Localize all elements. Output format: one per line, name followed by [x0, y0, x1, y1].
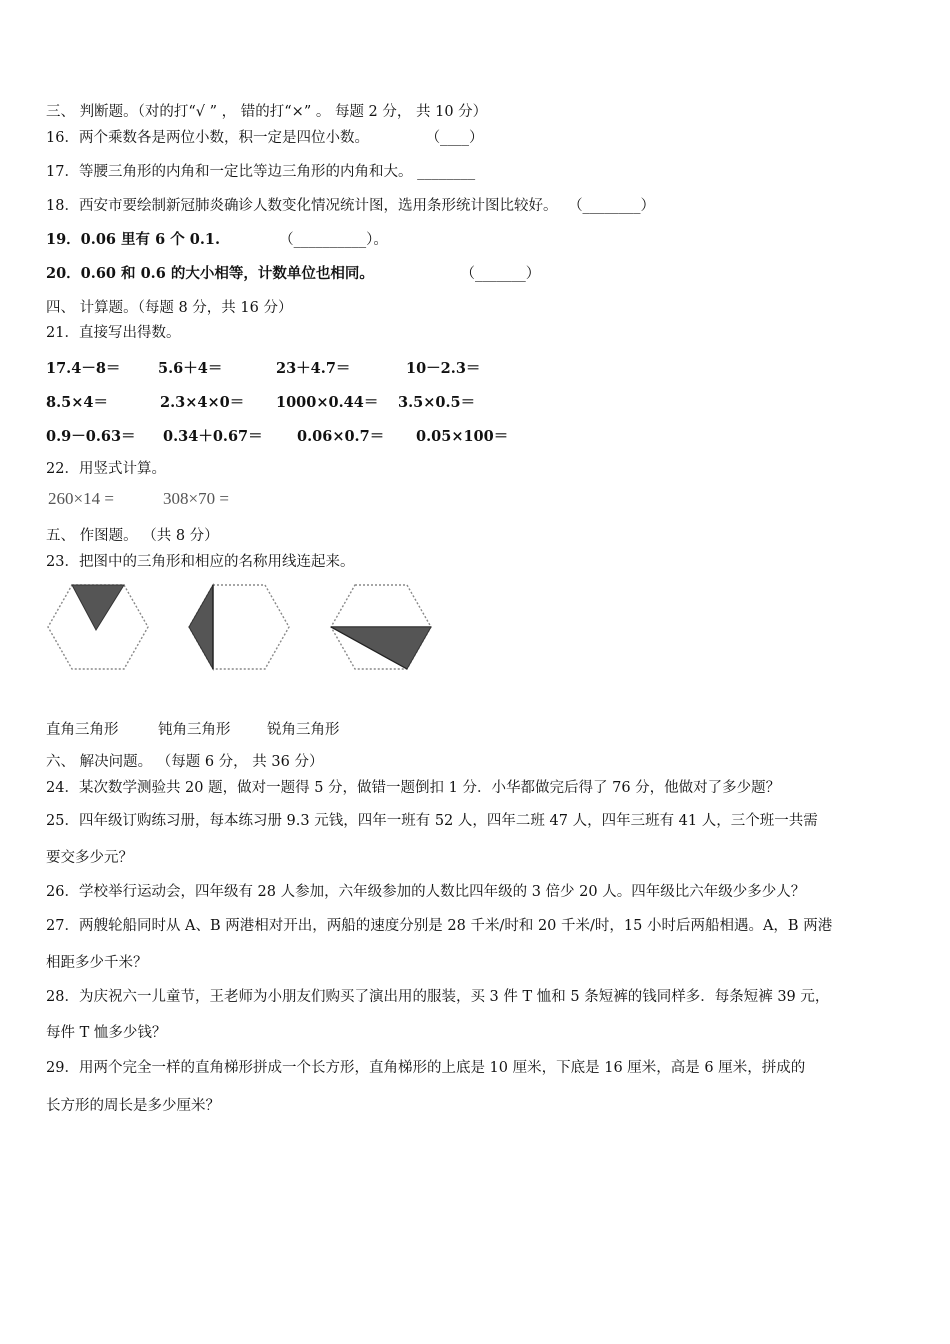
- vertical-calc-item: 308×70 =: [163, 489, 229, 508]
- question-22-title: 22．用竖式计算。: [46, 461, 166, 477]
- calc-item: 17.4－8＝: [46, 360, 121, 377]
- question-20-blank[interactable]: （_______）: [460, 266, 541, 282]
- question-19: [46, 230, 388, 250]
- calc-item: 0.9－0.63＝: [46, 428, 136, 445]
- calc-item: 23＋4.7＝: [276, 360, 351, 377]
- question-18-blank[interactable]: （________）: [568, 198, 656, 214]
- hexagon-figure-1: [46, 582, 150, 672]
- calc-item: 0.06×0.7＝: [297, 428, 385, 445]
- hexagon-figure-2: [187, 582, 291, 672]
- calc-item: 2.3×4×0＝: [160, 394, 245, 411]
- question-18-text: 18．西安市要绘制新冠肺炎确诊人数变化情况统计图，选用条形统计图比较好。: [46, 198, 558, 214]
- label-obtuse-triangle[interactable]: 钝角三角形: [158, 722, 231, 738]
- question-29: 29．用两个完全一样的直角梯形拼成一个长方形，直角梯形的上底是 10 厘米，下底是 16 厘米，高是 6 厘米，拼成的: [46, 1060, 806, 1076]
- section5-heading: 五、 作图题。 （共 8 分）: [46, 528, 219, 544]
- section6-heading: 六、 解决问题。 （每题 6 分， 共 36 分）: [46, 754, 324, 770]
- label-right-triangle[interactable]: 直角三角形: [46, 722, 119, 738]
- question-17: [46, 162, 475, 182]
- question-21-title: 21．直接写出得数。: [46, 325, 181, 341]
- question-29-cont: 长方形的周长是多少厘米？: [46, 1098, 220, 1114]
- calc-item: 3.5×0.5＝: [398, 394, 476, 411]
- hexagon-figure-3: [329, 582, 433, 672]
- question-27-cont: 相距多少千米？: [46, 955, 148, 971]
- calc-item: 0.05×100＝: [416, 428, 509, 445]
- question-20: [46, 264, 540, 284]
- question-24: 24．某次数学测验共 20 题，做对一题得 5 分，做错一题倒扣 1 分．小华都做完后得了 76 分，他做对了多少题？: [46, 780, 781, 796]
- shaded-triangle: [72, 585, 124, 630]
- shaded-triangle: [189, 585, 213, 669]
- section3-heading: 三、 判断题。（对的打“√ ” ， 错的打“×” 。 每题 2 分， 共 10 分）: [46, 104, 488, 120]
- question-25-cont: 要交多少元？: [46, 850, 133, 866]
- section4-heading: 四、 计算题。（每题 8 分，共 16 分）: [46, 300, 293, 316]
- question-27: 27．两艘轮船同时从 A、B 两港相对开出，两船的速度分别是 28 千米/时和 20 千米/时，15 小时后两船相遇。A，B 两港: [46, 918, 833, 934]
- label-acute-triangle[interactable]: 锐角三角形: [267, 722, 340, 738]
- question-20-text: 20．0.60 和 0.6 的大小相等，计数单位也相同。: [46, 265, 374, 282]
- question-25: 25．四年级订购练习册，每本练习册 9.3 元钱，四年一班有 52 人，四年二班 47 人，四年三班有 41 人，三个班一共需: [46, 813, 818, 829]
- question-16: [46, 128, 484, 148]
- question-26: 26．学校举行运动会，四年级有 28 人参加，六年级参加的人数比四年级的 3 倍少 20 人。四年级比六年级少多少人？: [46, 884, 806, 900]
- calc-item: 0.34＋0.67＝: [163, 428, 263, 445]
- calc-item: 5.6＋4＝: [158, 360, 223, 377]
- vertical-calc-item: 260×14 =: [48, 489, 114, 508]
- question-28-cont: 每件 T 恤多少钱？: [46, 1025, 167, 1041]
- shaded-triangle: [331, 627, 431, 669]
- calc-item: 8.5×4＝: [46, 394, 108, 411]
- question-23-title: 23．把图中的三角形和相应的名称用线连起来。: [46, 554, 355, 570]
- question-28: 28．为庆祝六一儿童节，王老师为小朋友们购买了演出用的服装，买 3 件 T 恤和 5 条短裤的钱同样多．每条短裤 39 元，: [46, 989, 830, 1005]
- question-16-text: 16．两个乘数各是两位小数，积一定是四位小数。: [46, 130, 369, 146]
- question-17-text: 17．等腰三角形的内角和一定比等边三角形的内角和大。: [46, 164, 413, 180]
- calc-item: 1000×0.44＝: [276, 394, 379, 411]
- calc-item: 10－2.3＝: [406, 360, 481, 377]
- question-19-blank[interactable]: （__________）。: [279, 232, 388, 248]
- question-16-blank[interactable]: （____）: [425, 130, 484, 146]
- question-17-blank[interactable]: ________: [417, 164, 476, 180]
- question-18: [46, 196, 655, 216]
- question-19-text: 19．0.06 里有 6 个 0.1.: [46, 231, 221, 248]
